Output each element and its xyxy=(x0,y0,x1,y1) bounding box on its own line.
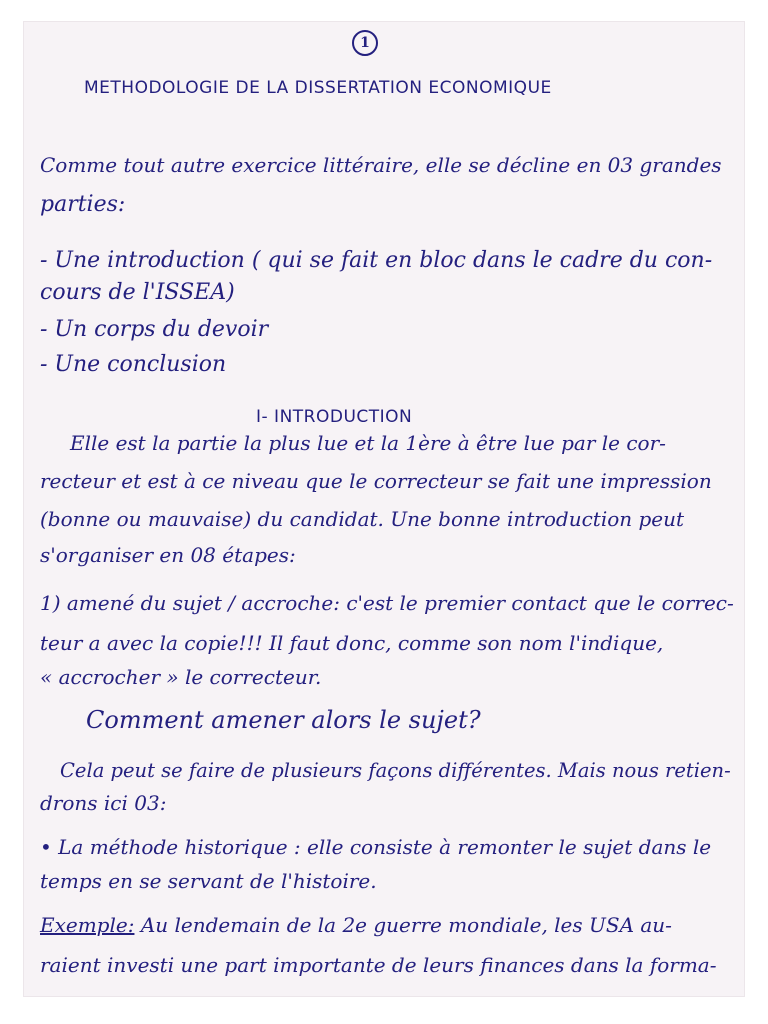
example-text: Au lendemain de la 2e guerre mondiale, les USA au- xyxy=(140,913,672,937)
text-line: teur a avec la copie!!! Il faut donc, comme son nom l'indique, xyxy=(40,631,664,655)
text-line: recteur et est à ce niveau que le correcteur se fait une impression xyxy=(40,469,712,493)
example-line xyxy=(40,914,672,937)
text-line: (bonne ou mauvaise) du candidat. Une bonne introduction peut xyxy=(40,507,685,531)
text-line: Cela peut se faire de plusieurs façons différentes. Mais nous retien- xyxy=(60,759,731,782)
page-title: METHODOLOGIE DE LA DISSERTATION ECONOMIQUE xyxy=(84,78,552,98)
example-label: Exemple: xyxy=(40,913,135,937)
text-line: temps en se servant de l'histoire. xyxy=(40,869,377,893)
page-number: 1 xyxy=(352,30,378,56)
text-line: s'organiser en 08 étapes: xyxy=(40,543,296,567)
text-line: Elle est la partie la plus lue et la 1ère à être lue par le cor- xyxy=(70,431,666,455)
notebook-page xyxy=(24,22,744,996)
section-heading: I- INTRODUCTION xyxy=(256,407,413,427)
list-item: - Une conclusion xyxy=(40,352,227,377)
subheading: Comment amener alors le sujet? xyxy=(86,706,481,734)
text-line: drons ici 03: xyxy=(40,791,167,815)
list-item: - Un corps du devoir xyxy=(40,317,269,342)
list-item: cours de l'ISSEA) xyxy=(40,280,235,305)
text-line: Comme tout autre exercice littéraire, elle se décline en 03 grandes xyxy=(40,153,722,177)
text-line: parties: xyxy=(40,192,126,217)
text-line: • La méthode historique : elle consiste à remonter le sujet dans le xyxy=(40,835,712,859)
text-line: « accrocher » le correcteur. xyxy=(40,665,322,689)
example-line-2: raient investi une part importante de leurs finances dans la forma- xyxy=(40,953,717,977)
list-item: - Une introduction ( qui se fait en bloc dans le cadre du con- xyxy=(40,248,713,273)
text-line: 1) amené du sujet / accroche: c'est le premier contact que le correc- xyxy=(40,591,734,615)
